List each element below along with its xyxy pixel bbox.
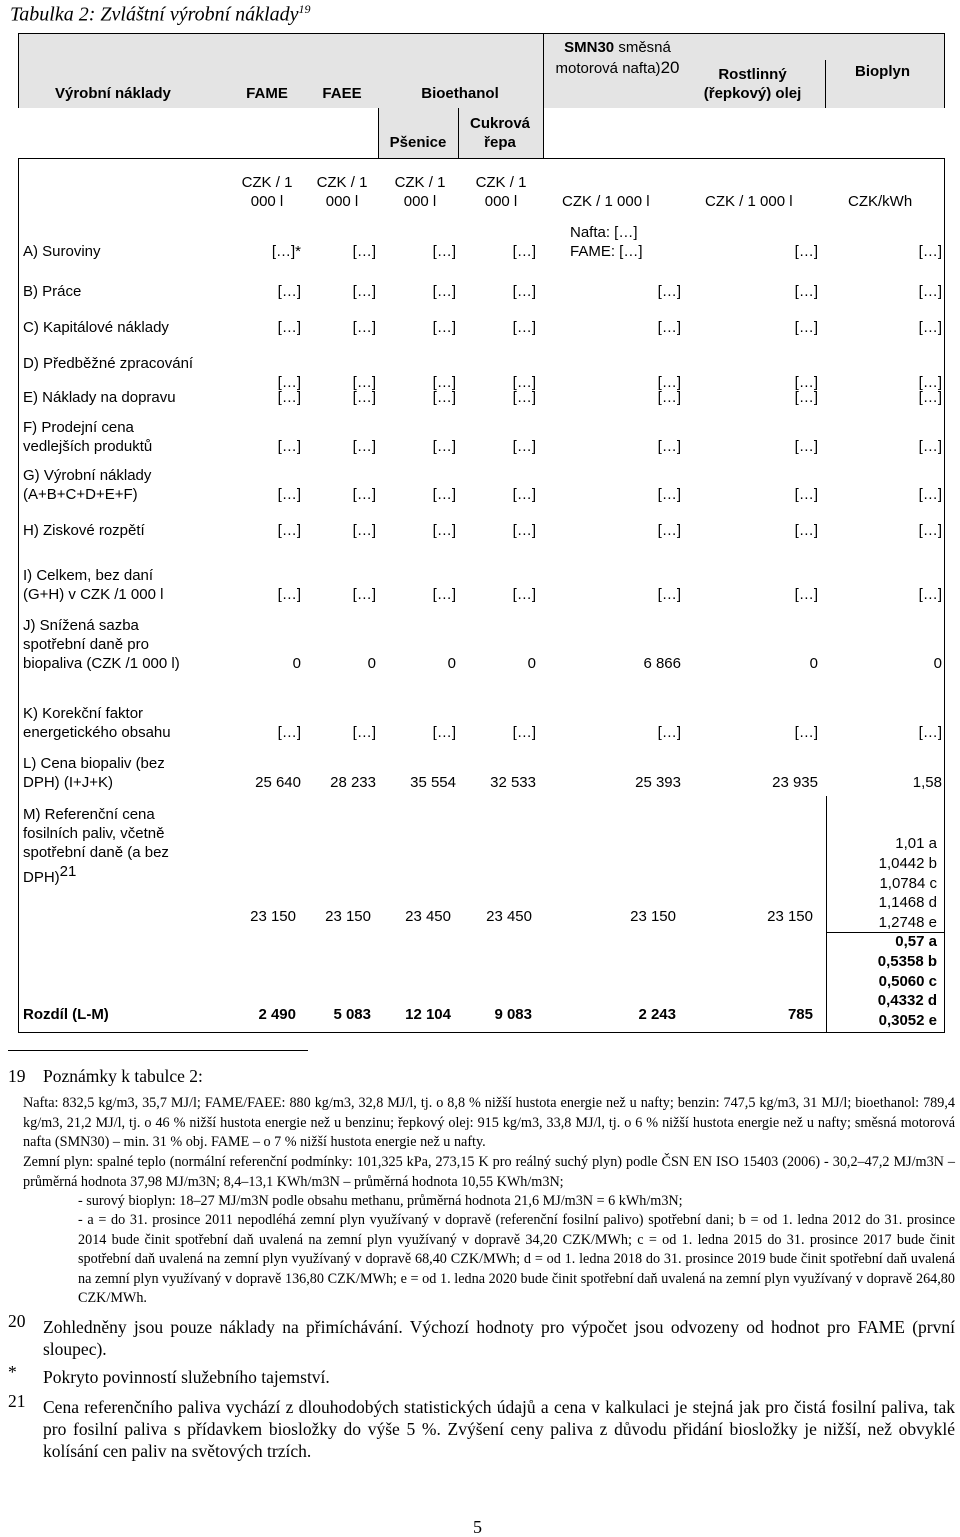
- unit-faee: CZK / 1 000 l: [316, 174, 368, 210]
- row-value: […]: [918, 522, 942, 539]
- row-m-val-fame: 23 150: [250, 908, 296, 925]
- row-m-val-cukrova-repa: 23 450: [486, 908, 532, 925]
- footnote-separator: [8, 1050, 308, 1051]
- row-diff-val-faee: 5 083: [333, 1006, 371, 1023]
- row-value: […]: [794, 586, 818, 603]
- row-value: […]: [512, 283, 536, 300]
- row-value: […]: [352, 319, 376, 336]
- footnote-19-paragraph-4: - a = do 31. prosince 2011 nepodléhá zemní plyn využívaný v dopravě (referenční fosilní palivo) spotřební dani; b = od 1. ledna 2012 do 31. prosince 2014 bude činit spotřební daň uvalená na zemní plyn využívaný v dopravě 34,20 CZK/MWh; c = od 1. ledna 2015 do 31. prosince 2017 bude činit spotřební daň uvalená na zemní plyn využívaný v dopravě 68,40 CZK/MWh; d = od 1. ledna 2018 do 31. prosince 2019 bude činit spotřební daň uvalená na zemní plyn využívaný v dopravě 136,80 CZK/MWh; e = od 1. ledna 2020 bude činit spotřební daň uvalená na zemní plyn využívaný v dopravě 264,80 CZK/MWh.: [78, 1212, 955, 1306]
- row-value: 0: [527, 655, 536, 672]
- table-title: Tabulka 2: Zvláštní výrobní náklady$^{19}$: [10, 2, 311, 26]
- row-value: […]: [794, 243, 818, 260]
- row-value: […]: [277, 486, 301, 503]
- row-diff-val-cukrova-repa: 9 083: [494, 1006, 532, 1023]
- row-value: […]: [918, 319, 942, 336]
- row-value: 0: [292, 655, 301, 672]
- row-label: L) Cena biopaliv (bez DPH) (I+J+K): [23, 755, 165, 791]
- footnote-19-title: Poznámky k tabulce 2:: [43, 1066, 203, 1086]
- row-value: 35 554: [410, 774, 456, 791]
- row-label: G) Výrobní náklady (A+B+C+D+E+F): [23, 467, 152, 503]
- row-value: […]: [794, 319, 818, 336]
- row-value: […]: [432, 438, 456, 455]
- row-value: […]: [794, 724, 818, 741]
- row-value: […]: [512, 243, 536, 260]
- row-value: […]: [352, 486, 376, 503]
- row-value: […]: [918, 243, 942, 260]
- row-m-val-psenice: 23 450: [405, 908, 451, 925]
- row-value: […]: [918, 724, 942, 741]
- row-value: […]: [657, 389, 681, 406]
- header-rostlinny-olej: Rostlinný (řepkový) olej: [703, 66, 802, 102]
- row-value: […]: [512, 522, 536, 539]
- row-value: 23 935: [772, 774, 818, 791]
- row-diff-val-psenice: 12 104: [405, 1006, 451, 1023]
- row-value: […]: [918, 283, 942, 300]
- row-value: […]: [432, 243, 456, 260]
- row-label: C) Kapitálové náklady: [23, 319, 169, 336]
- row-value: […]: [352, 724, 376, 741]
- row-value: 1,58: [912, 774, 942, 791]
- header-vyrobni-naklady: Výrobní náklady: [55, 85, 171, 102]
- row-diff-val-olej: 785: [787, 1006, 813, 1023]
- row-value: […]: [918, 389, 942, 406]
- row-value: […]: [432, 389, 456, 406]
- row-diff-val-fame: 2 490: [258, 1006, 296, 1023]
- row-value: […]: [352, 389, 376, 406]
- row-label: F) Prodejní cena vedlejších produktů: [23, 419, 153, 455]
- row-m-val-olej: 23 150: [767, 908, 813, 925]
- row-value: […]: [352, 438, 376, 455]
- row-value: 0: [447, 655, 456, 672]
- row-value: […]: [918, 374, 942, 391]
- row-label: A) Suroviny: [23, 243, 101, 260]
- row-value: […]: [512, 586, 536, 603]
- row-value: […]: [277, 283, 301, 300]
- row-value: […]: [432, 486, 456, 503]
- row-value: […]: [512, 724, 536, 741]
- row-value: […]: [794, 389, 818, 406]
- unit-bioplyn: CZK/kWh: [848, 193, 913, 210]
- row-value: […]: [277, 389, 301, 406]
- unit-smn30: CZK / 1 000 l: [562, 193, 650, 210]
- row-value: 0: [367, 655, 376, 672]
- footnote-19-paragraph-1: Nafta: 832,5 kg/m3, 35,7 MJ/l; FAME/FAEE: 880 kg/m3, 32,8 MJ/l, tj. o 8,8 % nižší hustota energie než u nafty; benzin: 747,5 kg/m3, 31 MJ/l; bioethanol: 789,4 kg/m3, 21,2 MJ/l, tj. o 46 % nižší hustota energie než u benzinu; řepkový olej: 915 kg/m3, 33,8 MJ/l, tj. o 6 % nižší hustota energie než u nafty; směsná motorová nafta (SMN30) – min. 31 % obj. FAME – o 7 % nižší hustota energie než u nafty.: [23, 1095, 955, 1150]
- row-label: I) Celkem, bez daní (G+H) v CZK /1 000 l: [23, 567, 164, 603]
- header-bioplyn: Bioplyn: [855, 63, 910, 80]
- row-value: […]: [657, 319, 681, 336]
- row-value: 25 640: [255, 774, 301, 791]
- row-label: D) Předběžné zpracování: [23, 355, 194, 372]
- row-value: […]: [277, 319, 301, 336]
- row-value: […]: [277, 586, 301, 603]
- footnote-star-number: *: [8, 1362, 17, 1382]
- row-diff-val-smn30: 2 243: [638, 1006, 676, 1023]
- row-value: […]: [352, 586, 376, 603]
- row-value: […]: [512, 389, 536, 406]
- header-faee: FAEE: [322, 85, 362, 102]
- row-value: […]: [512, 374, 536, 391]
- row-m-bioplyn-values: 1,01 a 1,0442 b 1,0784 c 1,1468 d 1,2748 e: [878, 835, 937, 932]
- footnote-20-number: 20: [8, 1311, 26, 1331]
- row-value: […]: [432, 319, 456, 336]
- row-label-m: M) Referenční cena fosilních paliv, včetně spotřební daně (a bez DPH)$^{21}$: [23, 806, 169, 886]
- footnote-20-text: Zohledněny jsou pouze náklady na přimíchávání. Výchozí hodnoty pro výpočet jsou odvozeny od hodnot pro FAME (první sloupec).: [43, 1317, 955, 1359]
- row-label: E) Náklady na dopravu: [23, 389, 176, 406]
- row-value: […]: [918, 438, 942, 455]
- row-value: […]: [794, 522, 818, 539]
- header-fame: FAME: [246, 85, 288, 102]
- row-value: […]: [918, 586, 942, 603]
- page-number: 5: [473, 1517, 482, 1537]
- row-value: 0: [933, 655, 942, 672]
- row-value: […]: [432, 374, 456, 391]
- row-diff-bioplyn-values: 0,57 a 0,5358 b 0,5060 c 0,4332 d 0,3052 e: [877, 933, 937, 1030]
- row-value: 32 533: [490, 774, 536, 791]
- row-m-val-smn30: 23 150: [630, 908, 676, 925]
- footnote-19-paragraph-2: Zemní plyn: spalné teplo (normální referenční podmínky: 101,325 kPa, 273,15 K pro reálný suchý plyn) podle ČSN EN ISO 15403 (2006) - 30,2–47,2 MJ/m3N – průměrná hodnota 37,98 MJ/m3N; 8,4–13,1 KWh/m3N – průměrná hodnota 10,55 KWh/m3N;: [23, 1154, 955, 1190]
- row-label-rozdil: Rozdíl (L-M): [23, 1006, 109, 1023]
- row-value: […]: [657, 438, 681, 455]
- row-value: […]: [352, 283, 376, 300]
- row-value: […]: [657, 522, 681, 539]
- row-value: 28 233: [330, 774, 376, 791]
- row-label: K) Korekční faktor energetického obsahu: [23, 705, 171, 741]
- row-value: […]: [277, 374, 301, 391]
- unit-fame: CZK / 1 000 l: [241, 174, 293, 210]
- header-psenice: Pšenice: [389, 134, 447, 151]
- unit-psenice: CZK / 1 000 l: [394, 174, 446, 210]
- row-value: […]*: [271, 243, 301, 260]
- unit-olej: CZK / 1 000 l: [705, 193, 793, 210]
- footnote-star-text: Pokryto povinností služebního tajemství.: [43, 1367, 330, 1387]
- row-label: H) Ziskové rozpětí: [23, 522, 145, 539]
- row-value: […]: [352, 522, 376, 539]
- row-value: […]: [277, 724, 301, 741]
- header-cukrova-repa: Cukrová řepa: [469, 115, 531, 151]
- row-value: […]: [352, 243, 376, 260]
- row-value: […]: [794, 283, 818, 300]
- row-value: […]: [794, 438, 818, 455]
- row-value: […]: [794, 374, 818, 391]
- row-value: […]: [277, 438, 301, 455]
- footnote-19-paragraph-3: - surový bioplyn: 18–27 MJ/m3N podle obsahu methanu, průměrná hodnota 21,6 MJ/m3N = 6 kWh/m3N;: [78, 1193, 683, 1209]
- row-m-val-faee: 23 150: [325, 908, 371, 925]
- row-value: […]: [432, 724, 456, 741]
- row-value: […]: [352, 374, 376, 391]
- footnote-19-number: 19: [8, 1066, 26, 1086]
- row-value: […]: [794, 486, 818, 503]
- row-value: […]: [657, 486, 681, 503]
- row-value: […]: [432, 586, 456, 603]
- row-value: […]: [657, 724, 681, 741]
- row-value: […]: [512, 319, 536, 336]
- row-value: […]: [918, 486, 942, 503]
- row-value: 0: [809, 655, 818, 672]
- row-value: […]: [657, 374, 681, 391]
- row-value: […]: [277, 522, 301, 539]
- footnote-21-text: Cena referenčního paliva vychází z dlouhodobých statistických údajů a cena v kalkulaci je stejná jak pro čistá fosilní paliva, tak pro fosilní paliva s přídavkem biosložky do výše 5 %. Zvýšení ceny paliva z důvodu přidání biosložky je nižší, než obvyklé kolísání cen paliv na světových trzích.: [43, 1397, 955, 1461]
- row-value: […]: [432, 283, 456, 300]
- row-value: […]: [512, 486, 536, 503]
- row-label: J) Snížená sazba spotřební daně pro biopaliva (CZK /1 000 l): [23, 617, 180, 672]
- header-smn30: SMN30 směsná motorová nafta)20: [555, 39, 680, 77]
- row-value: […]: [512, 438, 536, 455]
- row-label: B) Práce: [23, 283, 82, 300]
- row-value: […]: [657, 586, 681, 603]
- footnote-21-number: 21: [8, 1391, 26, 1411]
- row-value: 25 393: [635, 774, 681, 791]
- unit-cukrova-repa: CZK / 1 000 l: [475, 174, 527, 210]
- row-value: Nafta: […] FAME: […]: [570, 224, 643, 260]
- row-value: […]: [432, 522, 456, 539]
- row-value: 6 866: [643, 655, 681, 672]
- row-value: […]: [657, 283, 681, 300]
- header-bioethanol: Bioethanol: [421, 85, 499, 102]
